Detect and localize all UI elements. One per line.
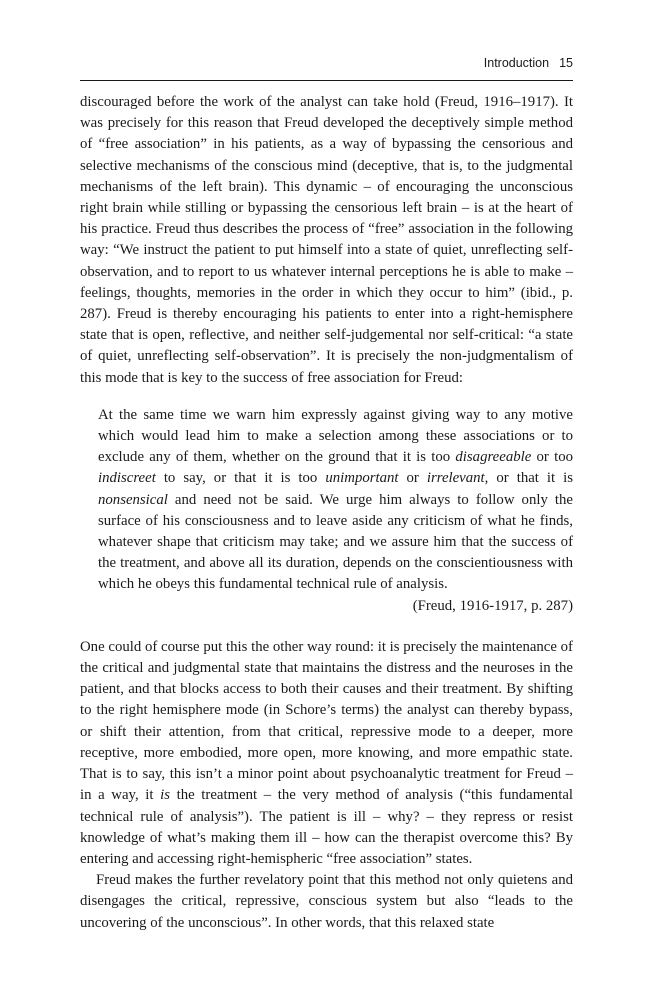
emphasis: disagreeable: [455, 449, 532, 466]
emphasis: unimportant: [325, 470, 399, 487]
paragraph-1: discouraged before the work of the analyst can take hold (Freud, 1916–1917). It was precisely for this reason that Freud developed the deceptively simple method of “free association” in his patients, as a way of bypassing the censorious and selective mechanisms of the conscious mind (deceptive, that is, to the judgmental mechanisms of the left brain). This dynamic – of encouraging the unconscious right brain while stilling or bypassing the censorious left brain – is at the heart of his practice. Freud thus describes the process of “free” association in the following way: “We instruct the patient to put himself into a state of quiet, unreflecting self-observation, and to report to us whatever internal perceptions he is able to make – feelings, thoughts, memories in the order in which they occur to him” (ibid., p. 287). Freud is thereby encouraging his patients to enter into a right-hemisphere state that is open, reflective, and neither self-judgemental nor self-critical: “a state of quiet, unreflecting self-observation”. It is precisely the non-judgmentalism of this mode that is key to the success of free association for Freud:: [80, 94, 573, 386]
quote-citation: (Freud, 1916-1917, p. 287): [412, 597, 573, 614]
body-text: [80, 92, 573, 934]
running-header: [80, 56, 573, 70]
paragraph-2: One could of course put this the other way round: it is precisely the maintenance of the critical and judgmental state that maintains the distress and the neuroses in the patient, and that blocks access to both their causes and their treatment. By shifting to the right hemisphere mode (in Schore’s terms) the analyst can thereby bypass, or shift their attention, from that critical, repressive mode to a deeper, more receptive, more embodied, more open, more knowing, and more empathic state. That is to say, this isn’t a minor point about psychoanalytic treatment for Freud – in a way, it is the treatment – the very method of analysis (“this fundamental technical rule of analysis”). The patient is ill – why? – they repress or resist knowledge of what’s making them ill – how can the therapist overcome this? By entering and accessing right-hemispheric “free association” states.: [80, 638, 573, 867]
paragraph-3: Freud makes the further revelatory point that this method not only quietens and disengages the critical, repressive, conscious system but also “leads to the uncovering of the unconscious”. In other words, that this relaxed state: [80, 872, 573, 931]
emphasis: nonsensical: [98, 491, 168, 508]
page-number: 15: [559, 56, 573, 70]
emphasis: irrelevant: [426, 470, 485, 487]
section-title: Introduction: [483, 56, 550, 70]
header-rule: [80, 80, 573, 81]
emphasis: indiscreet: [98, 470, 156, 487]
emphasis: is: [160, 787, 170, 804]
quote-text: At the same time we warn him expressly against giving way to any motive which would lead him to make a selection among these associations or to exclude any of them, whether on the ground that it is too disagreeable or too indiscreet to say, or that it is too unimportant or irrelevant, or that it is nonsensical and need not be said. We urge him always to follow only the surface of his consciousness and to leave aside any criticism of what he finds, whatever shape that criticism may take; and we assure him that the success of the treatment, and above all its duration, depends on the conscientiousness with which he obeys this fundamental technical rule of analysis.: [98, 406, 573, 593]
block-quote: [98, 405, 573, 617]
book-page: [80, 0, 573, 1000]
